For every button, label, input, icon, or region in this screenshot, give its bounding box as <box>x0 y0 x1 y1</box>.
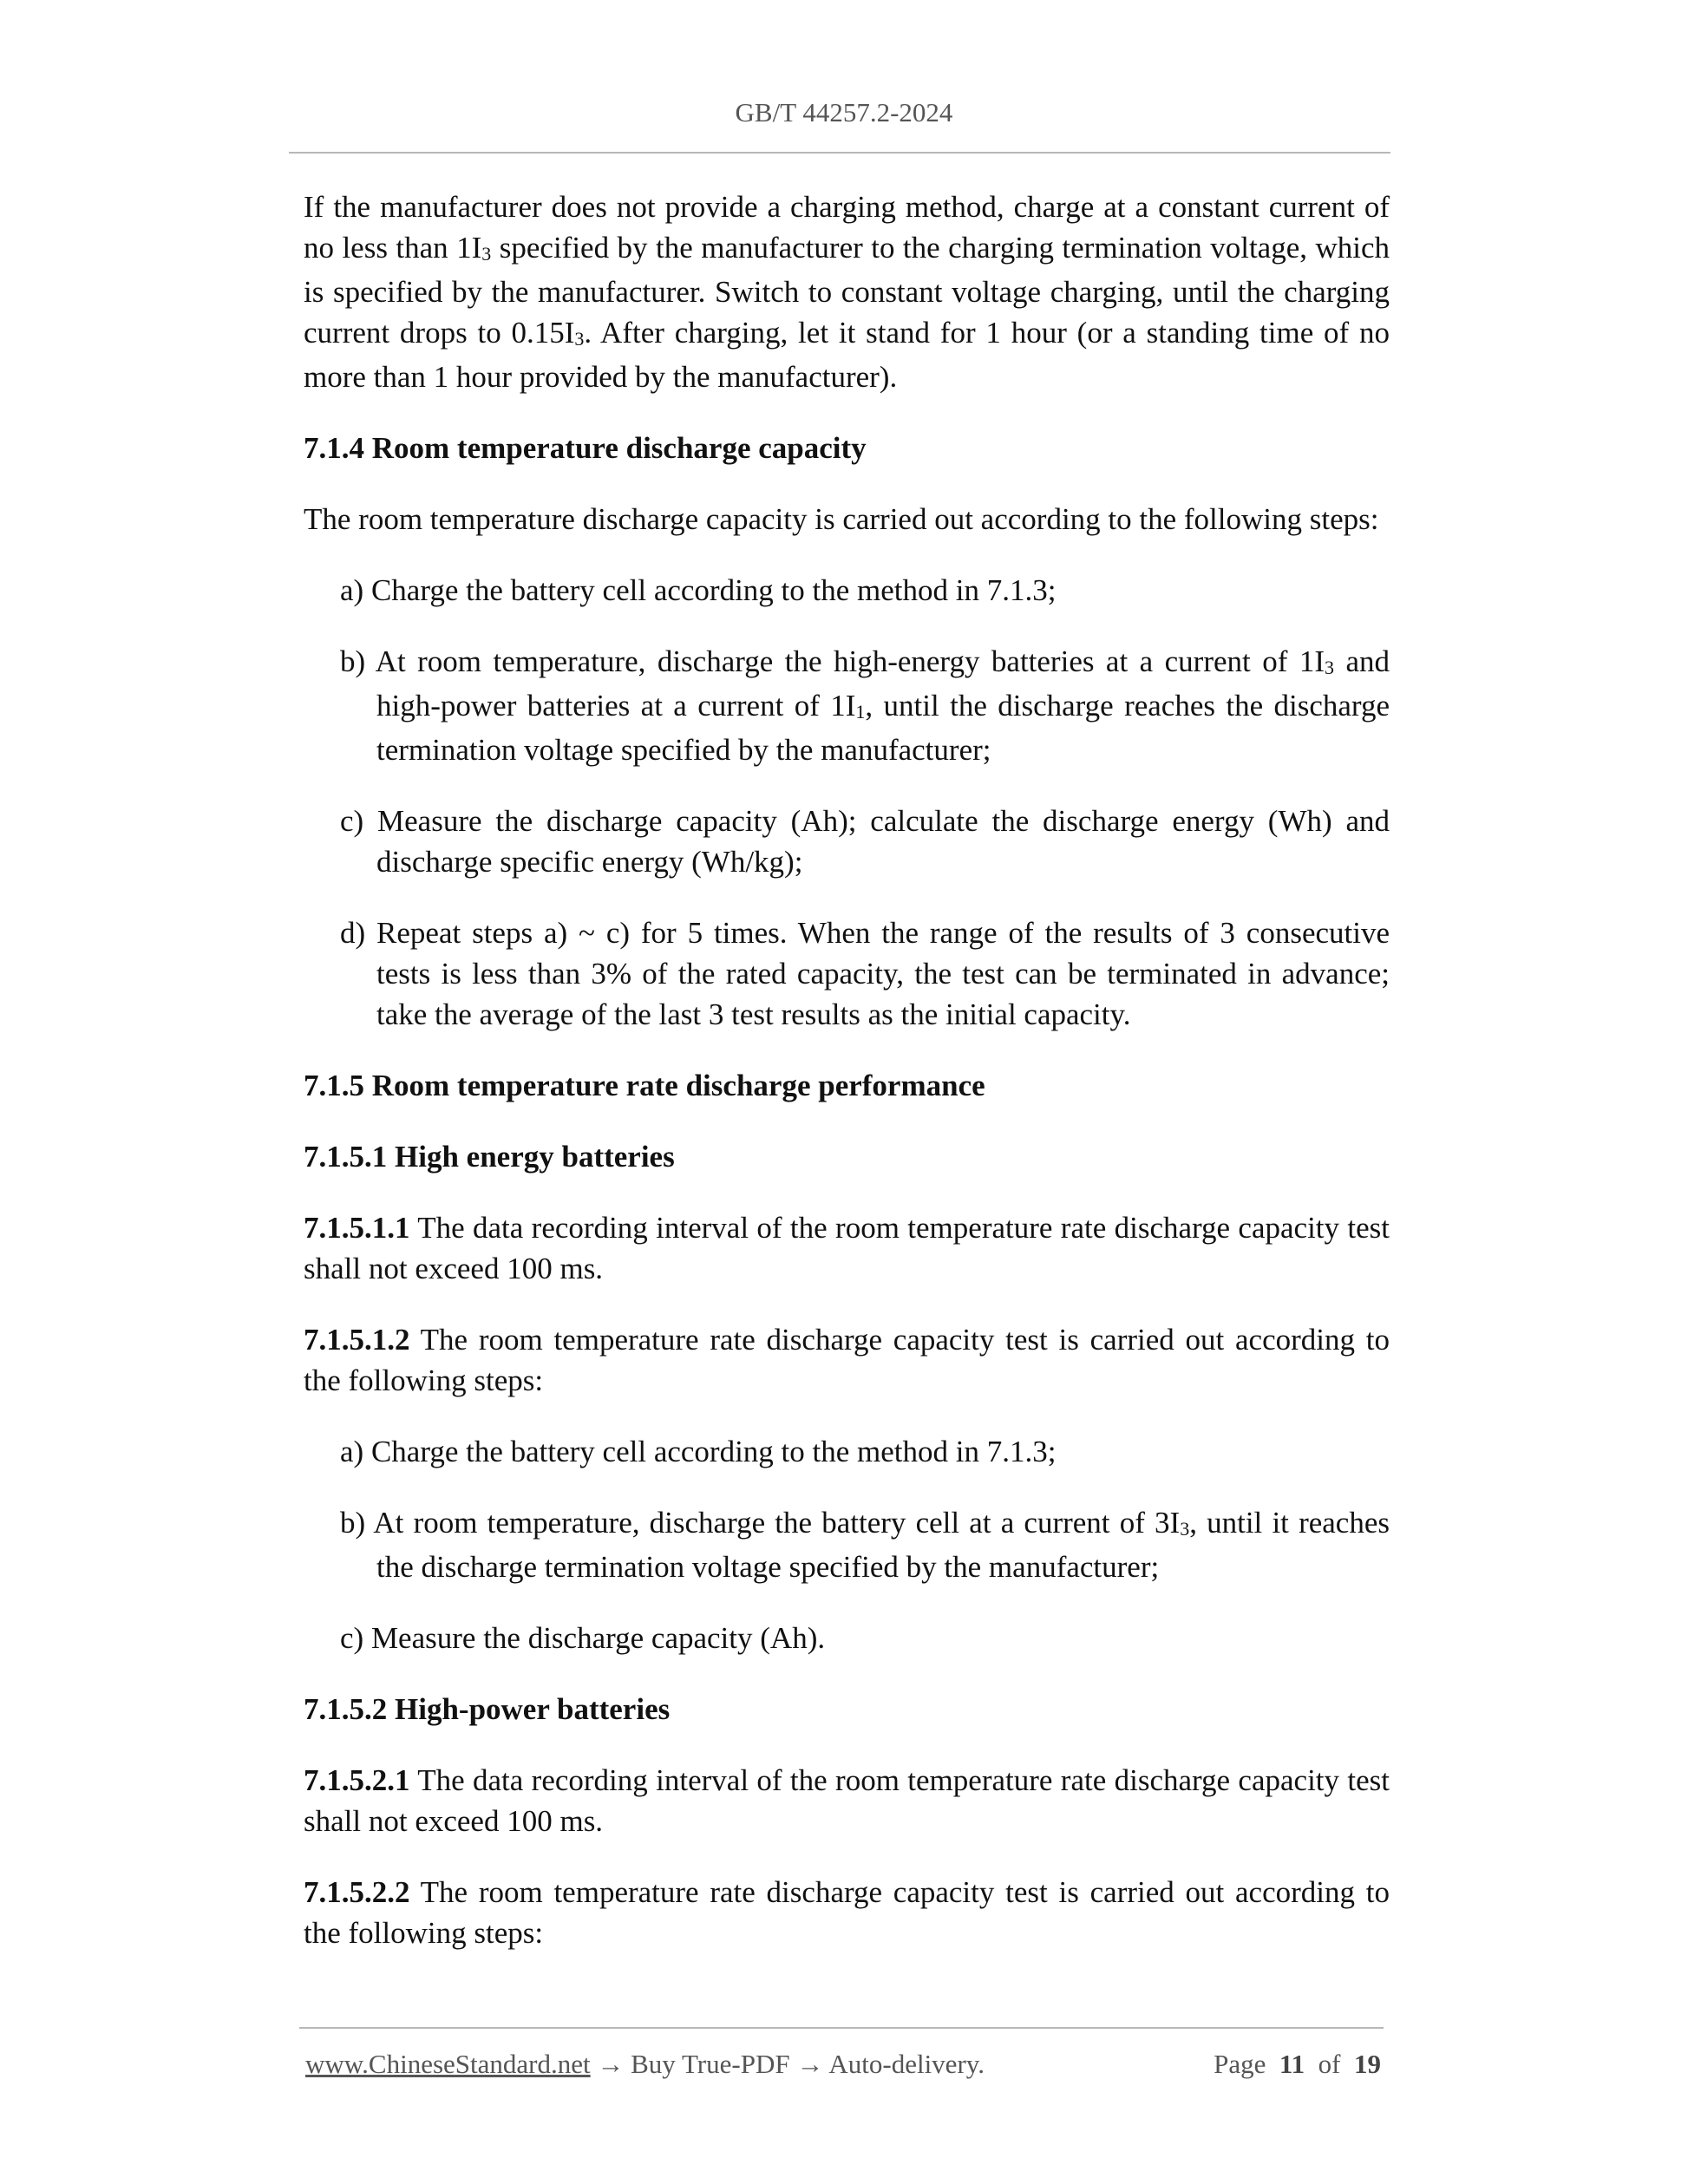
paragraph-7-1-5-1-2: 7.1.5.1.2 The room temperature rate discharge capacity test is carried out according to the following steps: <box>304 1323 1390 1397</box>
paragraph-charging-method: If the manufacturer does not provide a charging method, charge at a constant current of no less than $1I_3$ specified by the manufacturer to the charging termination voltage, which is specified by the manufacturer. Switch to constant voltage charging, until the charging current drops to $0.15I_3$. After charging, let it stand for 1 hour (or a standing time of no more than 1 hour provided by the manufacturer). <box>304 190 1390 394</box>
step-7-1-4-c: c) Measure the discharge capacity (Ah); calculate the discharge energy (Wh) and discharge specific energy (Wh/kg); <box>340 804 1390 879</box>
heading-7-1-5-1: 7.1.5.1 High energy batteries <box>304 1140 675 1174</box>
step-7-1-5-1-c: c) Measure the discharge capacity (Ah). <box>340 1621 826 1655</box>
chinesestandard-link[interactable]: www.ChineseStandard.net <box>305 2049 591 2079</box>
paragraph-7-1-5-2-2: 7.1.5.2.2 The room temperature rate discharge capacity test is carried out according to the following steps: <box>304 1875 1390 1950</box>
page-footer <box>305 2049 1381 2080</box>
header-divider <box>289 152 1390 154</box>
current-page-number: 11 <box>1279 2049 1305 2079</box>
total-pages-number: 19 <box>1354 2049 1381 2079</box>
step-7-1-4-b: b) At room temperature, discharge the high-energy batteries at a current of $1I_3$ and high-power batteries at a current of $1I_1$, until the discharge reaches the discharge termination voltage specified by the manufacturer; <box>340 644 1390 767</box>
paragraph-7-1-5-2-1: 7.1.5.2.1 The data recording interval of the room temperature rate discharge capacity test shall not exceed 100 ms. <box>304 1763 1390 1838</box>
step-7-1-5-1-a: a) Charge the battery cell according to the method in 7.1.3; <box>340 1435 1057 1468</box>
paragraph-7-1-4: The room temperature discharge capacity is carried out according to the following steps: <box>304 502 1379 536</box>
heading-7-1-5-2: 7.1.5.2 High-power batteries <box>304 1692 671 1726</box>
step-7-1-4-d: d) Repeat steps a) ~ c) for 5 times. When the range of the results of 3 consecutive tests is less than 3% of the rated capacity, the test can be terminated in advance; take the average of the last 3 test results as the initial capacity. <box>340 916 1390 1031</box>
step-7-1-4-a: a) Charge the battery cell according to the method in 7.1.3; <box>340 573 1057 607</box>
heading-7-1-4: 7.1.4 Room temperature discharge capacity <box>304 431 867 465</box>
footer-tagline: → Buy True-PDF → Auto-delivery. <box>590 2049 985 2079</box>
document-body <box>304 186 1390 1984</box>
paragraph-7-1-5-1-1: 7.1.5.1.1 The data recording interval of the room temperature rate discharge capacity test shall not exceed 100 ms. <box>304 1211 1390 1285</box>
footer-divider <box>299 2027 1384 2029</box>
heading-7-1-5: 7.1.5 Room temperature rate discharge performance <box>304 1069 985 1102</box>
page-indicator: Page 11 of 19 <box>1214 2049 1381 2079</box>
page-header: GB/T 44257.2-2024 <box>735 97 953 128</box>
step-7-1-5-1-b: b) At room temperature, discharge the battery cell at a current of $3I_3$, until it reaches the discharge termination voltage specified by the manufacturer; <box>340 1506 1390 1584</box>
